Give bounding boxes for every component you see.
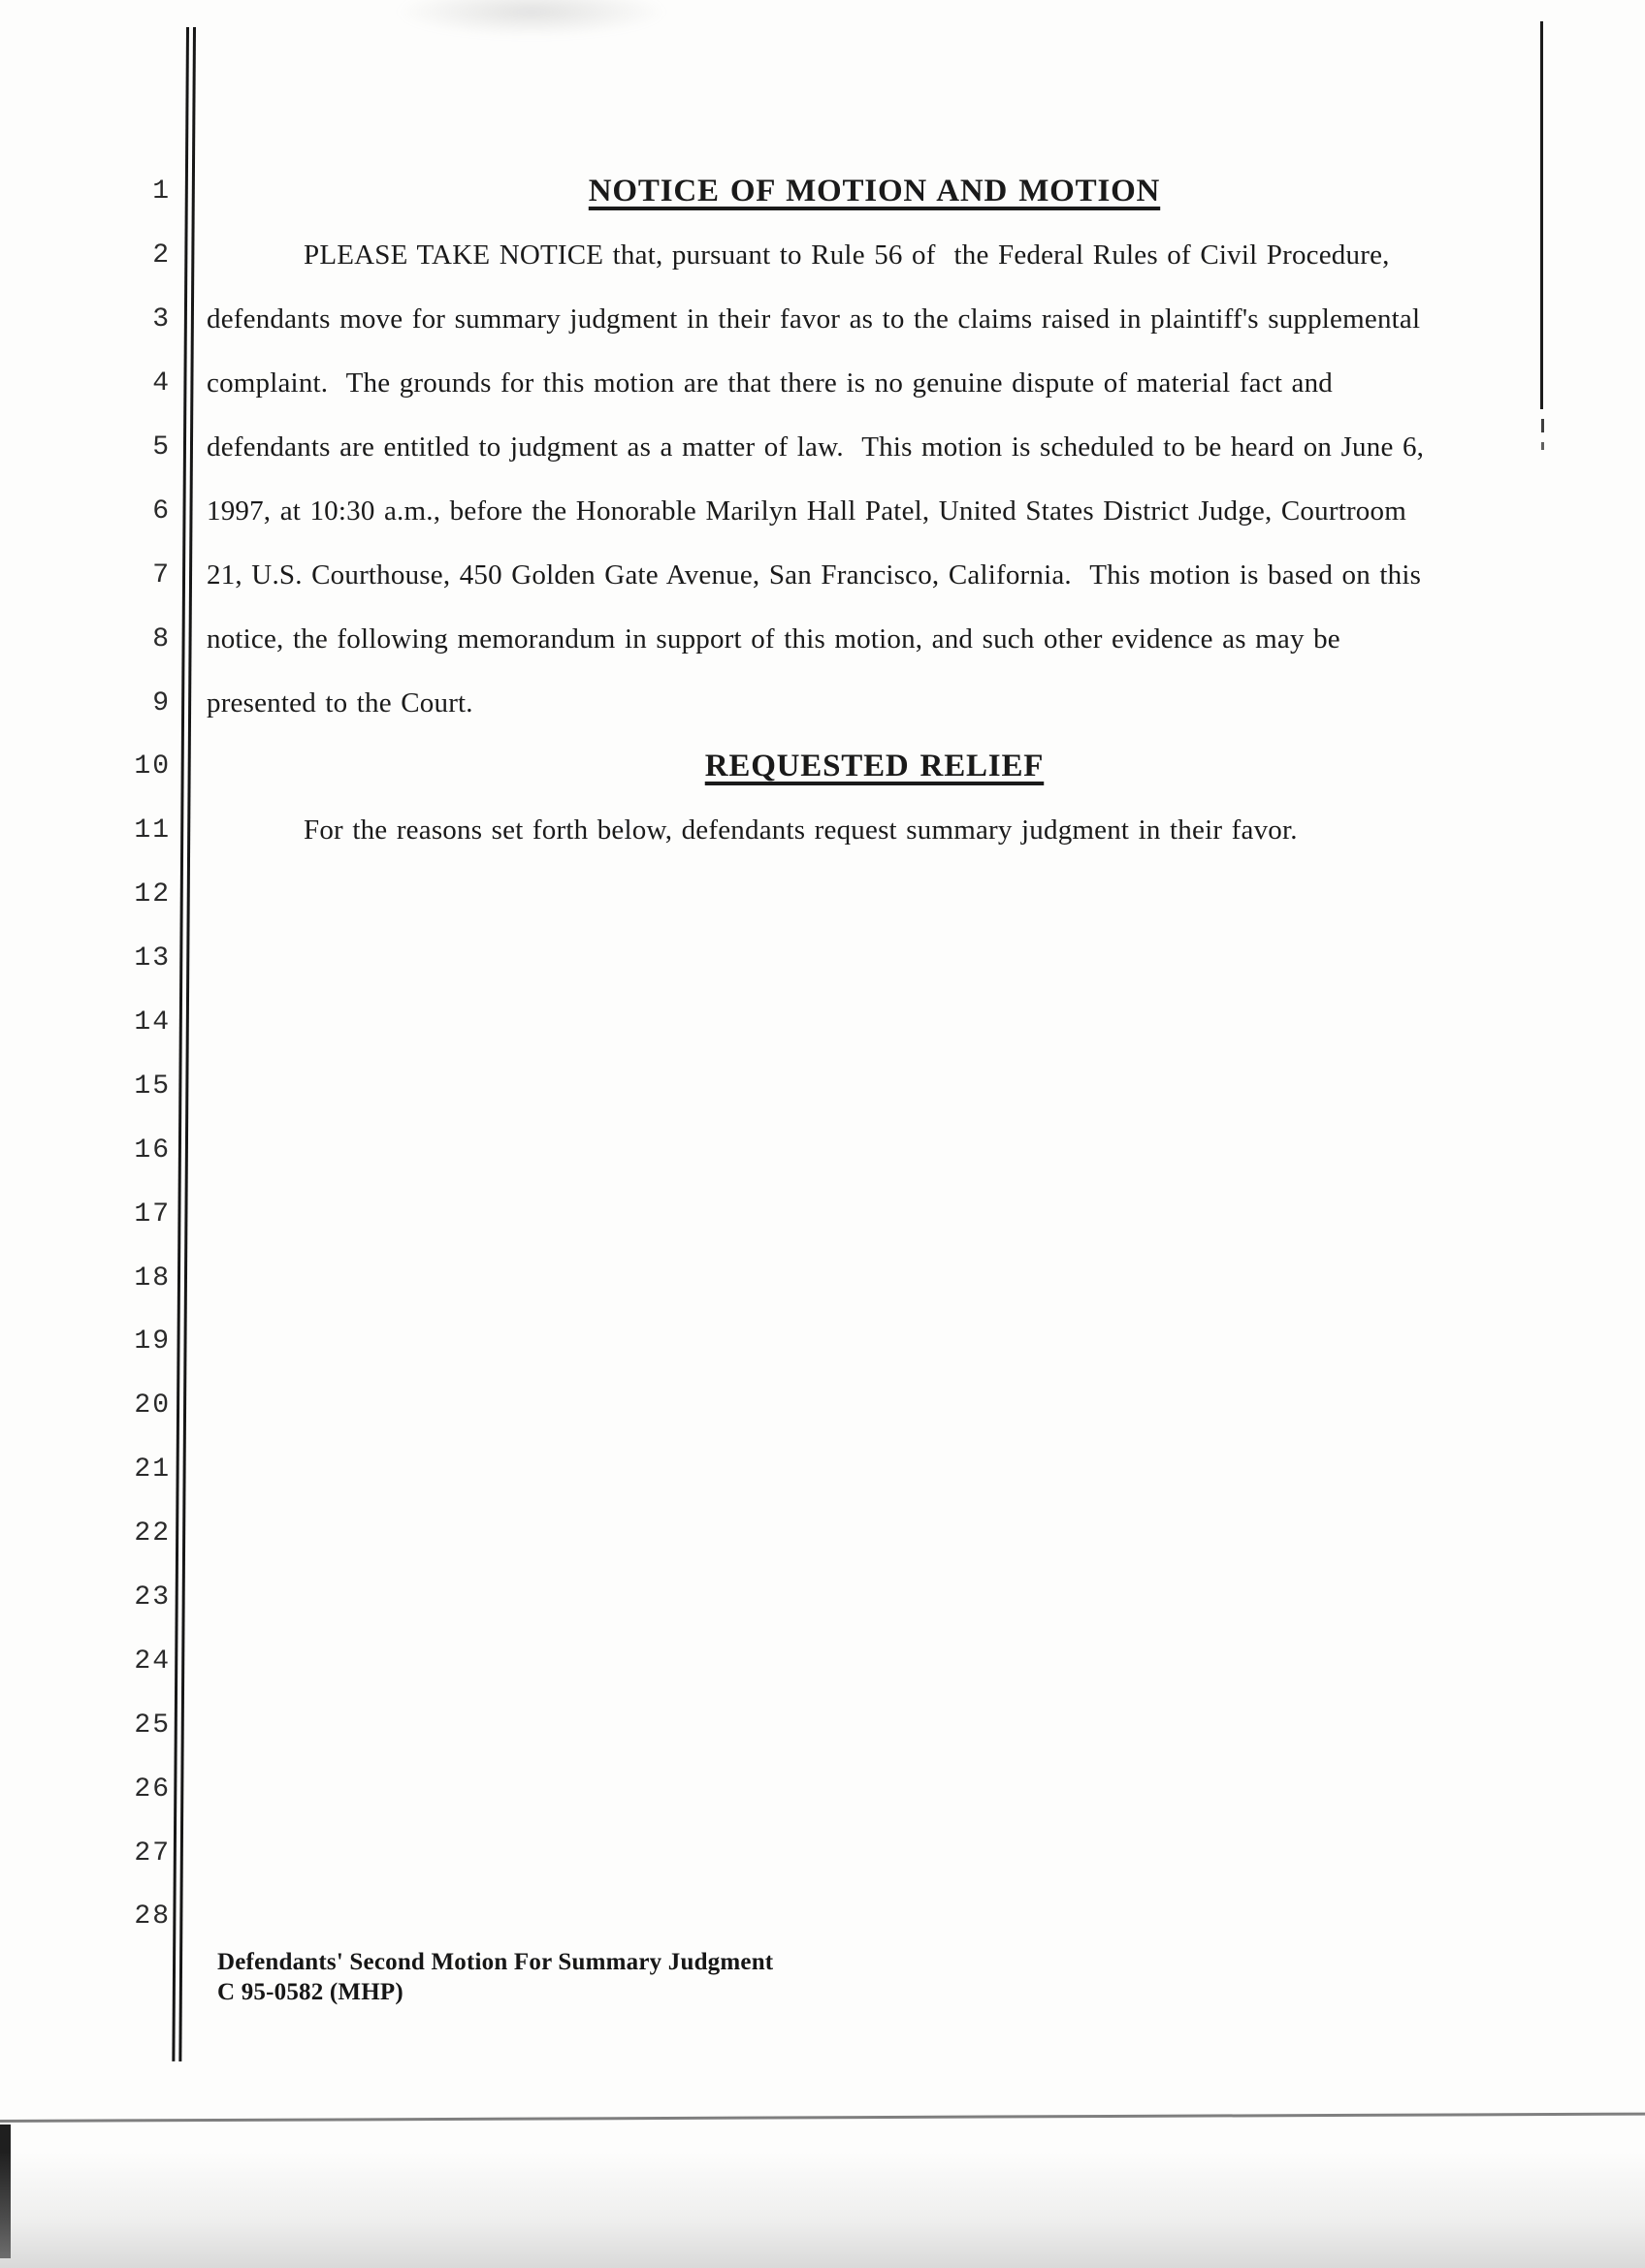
line-number: 27: [134, 1837, 171, 1869]
scan-divider-line: [0, 2113, 1645, 2123]
line-number: 14: [134, 1007, 171, 1038]
line-number-column: [0, 160, 171, 1949]
line-number: 13: [134, 943, 171, 974]
line-number: 19: [134, 1326, 171, 1358]
footer-title: Defendants' Second Motion For Summary Judgment: [217, 1949, 774, 1975]
line-number: 9: [152, 687, 171, 719]
body-line: [207, 224, 1542, 288]
line-number: 20: [134, 1390, 171, 1421]
line-number: 18: [134, 1262, 171, 1294]
body-line-text: For the reasons set forth below, defendants request summary judgment in their favor.: [304, 815, 1298, 847]
line-number: 1: [152, 176, 171, 208]
line-number: 8: [152, 623, 171, 655]
line-number: 4: [152, 368, 171, 399]
body-line-text: presented to the Court.: [207, 687, 473, 719]
body-line-text: defendants are entitled to judgment as a matter of law. This motion is scheduled to be heard on June 6,: [207, 431, 1425, 463]
body-line: [207, 607, 1542, 671]
body-line-text: 1997, at 10:30 a.m., before the Honorable Marilyn Hall Patel, United States District Judge, Courtroom: [207, 495, 1406, 527]
body-line: [207, 671, 1542, 735]
line-number: 6: [152, 495, 171, 527]
body-line-text: 21, U.S. Courthouse, 450 Golden Gate Avenue, San Francisco, California. This motion is based on this: [207, 559, 1422, 591]
line-number: 17: [134, 1198, 171, 1230]
body-line: [207, 799, 1542, 863]
line-number: 7: [152, 559, 171, 591]
line-number: 28: [134, 1901, 171, 1933]
line-number: 2: [152, 240, 171, 272]
line-number: 26: [134, 1773, 171, 1805]
document-body: [207, 160, 1542, 863]
line-number: 24: [134, 1645, 171, 1677]
line-number: 15: [134, 1070, 171, 1102]
document-footer: [217, 1947, 773, 2007]
section-heading-requested-relief: [207, 735, 1542, 799]
body-line: [207, 352, 1542, 416]
body-line: [207, 416, 1542, 480]
body-line-text: complaint. The grounds for this motion are that there is no genuine dispute of material fact and: [207, 367, 1334, 399]
line-number: 10: [134, 751, 171, 783]
line-number: 25: [134, 1709, 171, 1741]
line-number: 21: [134, 1454, 171, 1485]
footer-case-number: C 95-0582 (MHP): [217, 1979, 403, 2005]
pleading-double-rule: [172, 27, 198, 2061]
line-number: 23: [134, 1582, 171, 1613]
line-number: 12: [134, 879, 171, 910]
heading-text: REQUESTED RELIEF: [704, 749, 1045, 784]
scan-bottom-shade: [0, 2152, 1645, 2268]
body-line: [207, 288, 1542, 352]
body-line-text: notice, the following memorandum in support of this motion, and such other evidence as may be: [207, 623, 1340, 655]
body-line-text: defendants move for summary judgment in their favor as to the claims raised in plaintiff's supplemental: [207, 303, 1421, 335]
body-line-text: PLEASE TAKE NOTICE that, pursuant to Rule 56 of the Federal Rules of Civil Procedure,: [304, 240, 1390, 272]
line-number: 16: [134, 1134, 171, 1166]
scan-smudge: [396, 0, 667, 37]
heading-text: NOTICE OF MOTION AND MOTION: [588, 174, 1161, 209]
section-heading-notice-of-motion: [207, 160, 1542, 224]
body-line: [207, 479, 1542, 543]
line-number: 5: [152, 432, 171, 463]
line-number: 11: [134, 815, 171, 847]
body-line: [207, 543, 1542, 607]
line-number: 3: [152, 304, 171, 335]
line-number: 22: [134, 1518, 171, 1549]
